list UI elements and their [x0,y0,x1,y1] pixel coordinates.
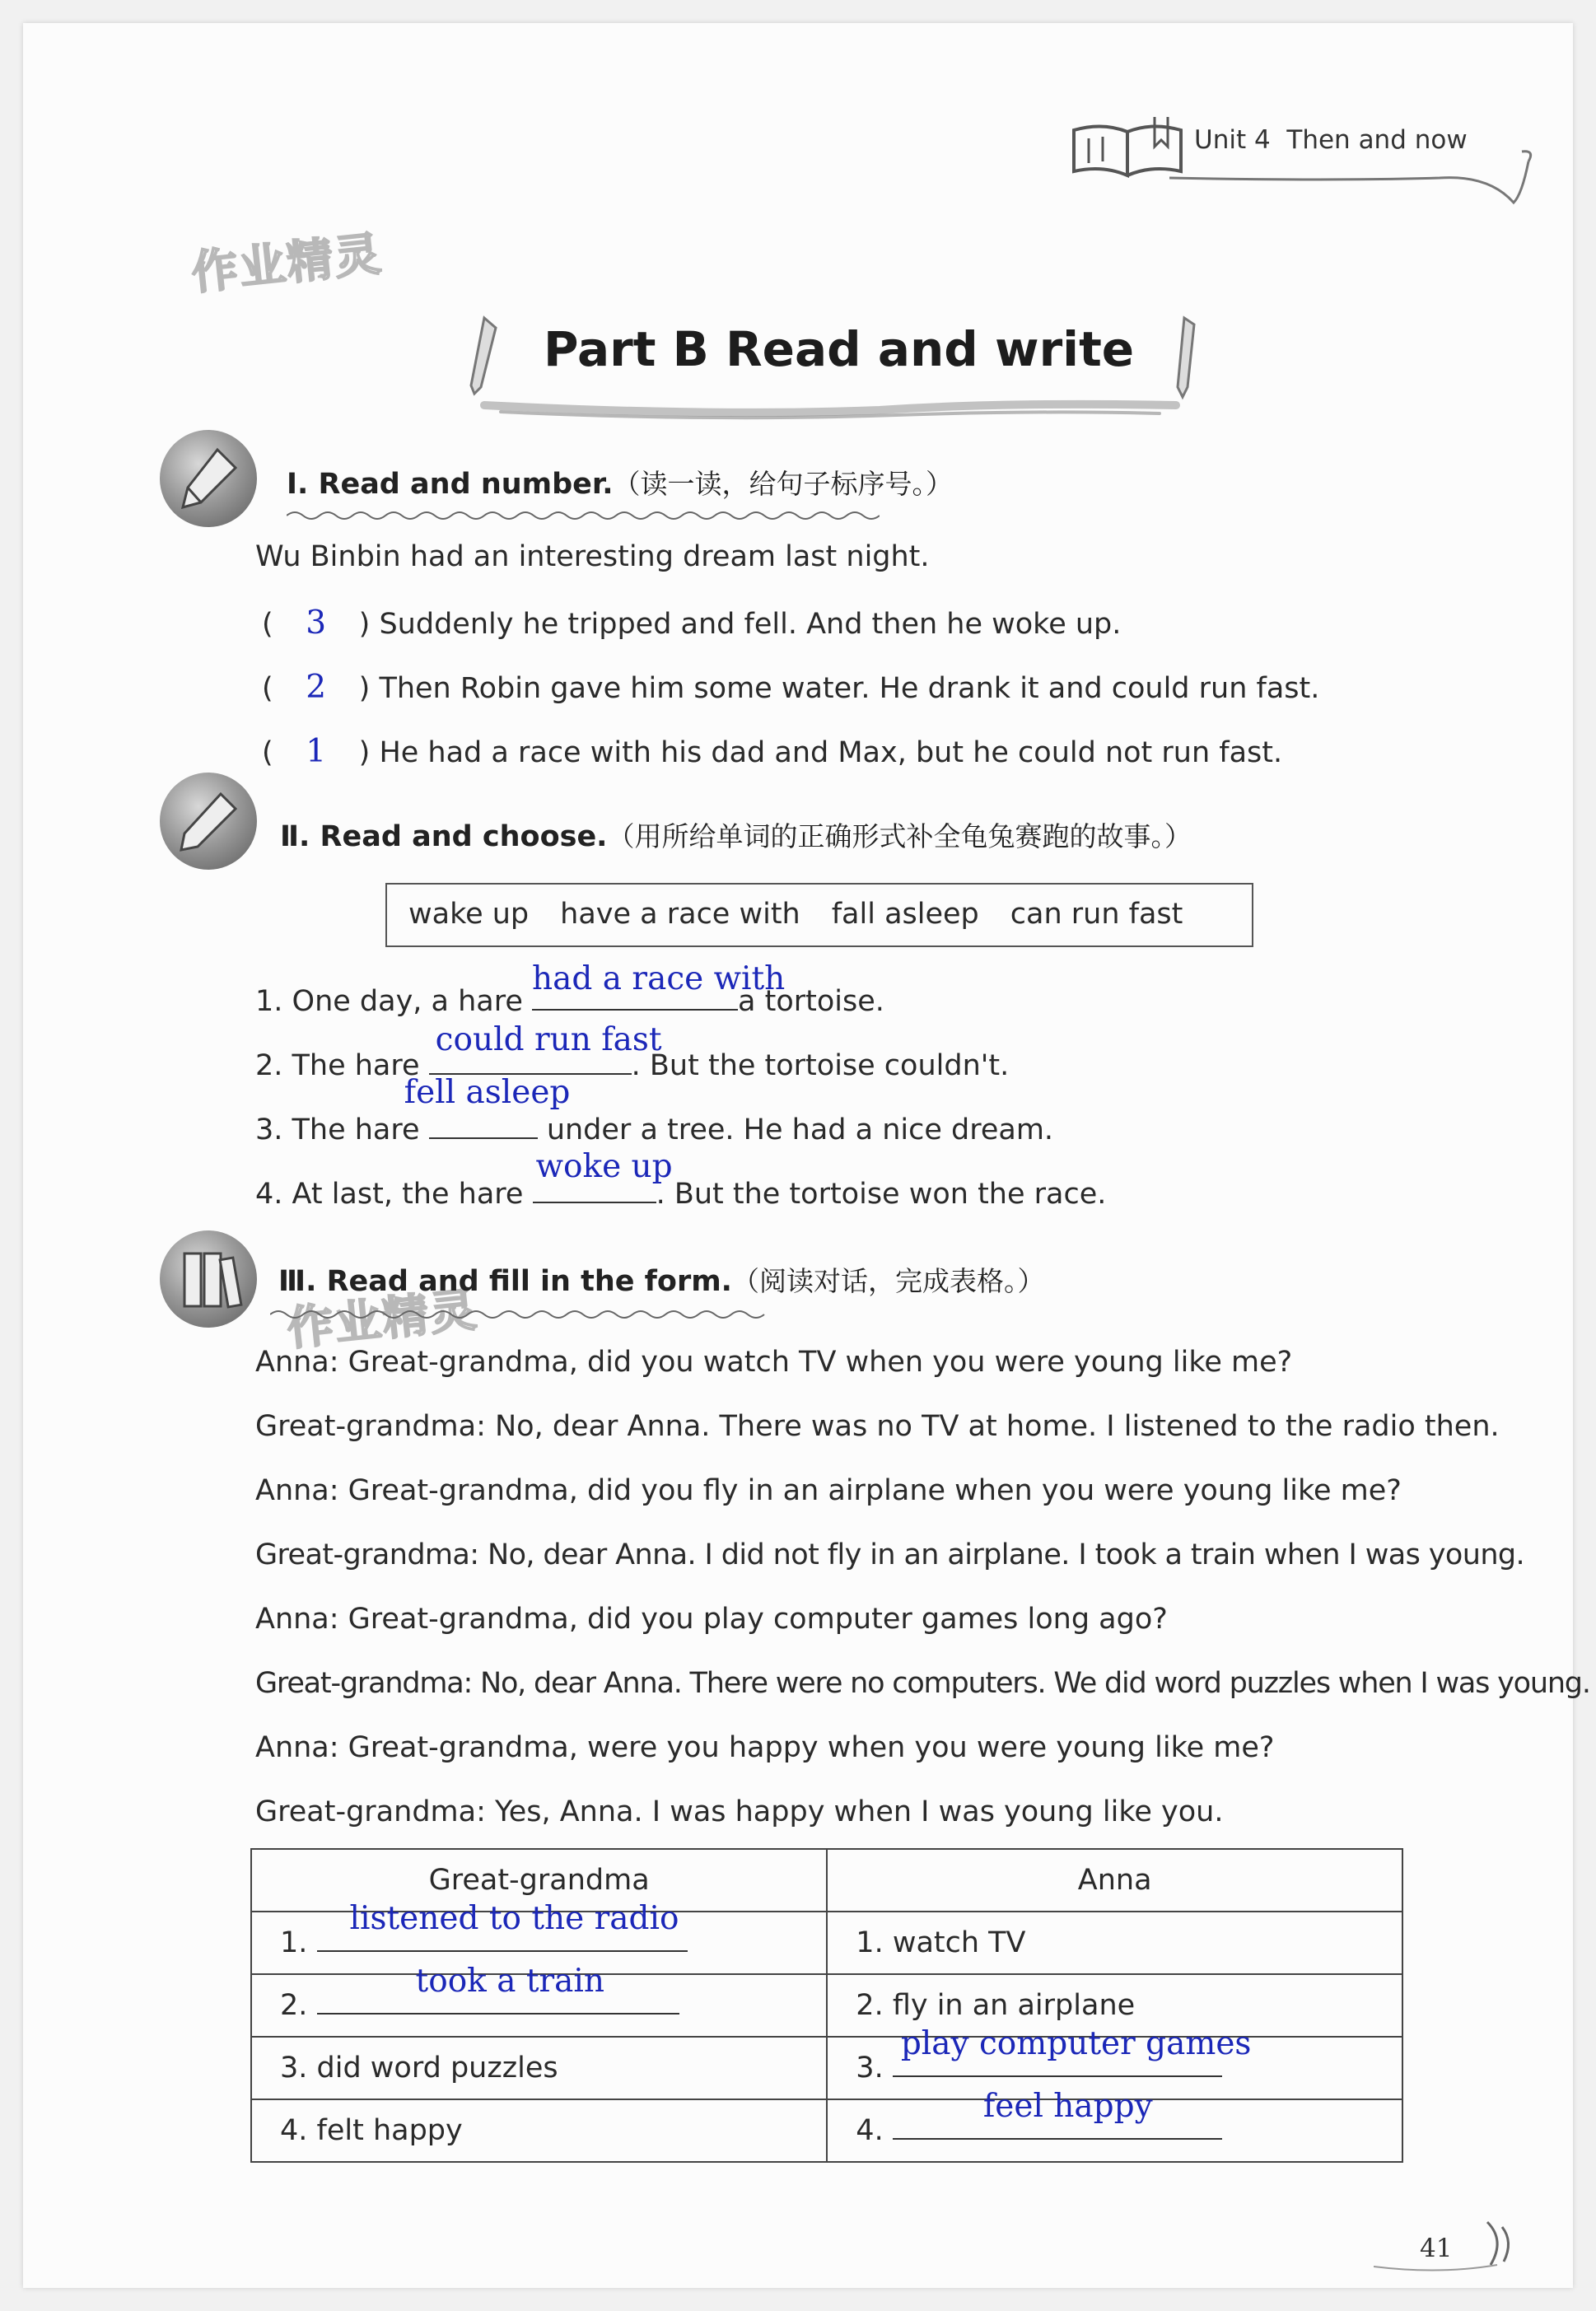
section1-wavy-underline [287,509,880,522]
fill-answer: feel happy [982,2088,1153,2125]
section1-item: ( 1 ) He had a race with his dad and Max, but he could not run fast. [262,733,1283,770]
section1-item: ( 3 ) Suddenly he tripped and fell. And then he woke up. [262,605,1122,642]
word-bank-box [385,883,1253,947]
comparison-table [250,1848,1403,2163]
table-cell [827,2088,1402,2162]
section3-title: Ⅲ. Read and fill in the form. [278,1265,732,1298]
books-icon [160,1230,257,1328]
sentence-3 [255,1074,1054,1146]
dialogue-line: Anna: Great-grandma, were you happy when you were young like me? [255,1731,1275,1764]
word-option: can run fast [1010,898,1183,931]
answer-blank [893,2088,1222,2147]
section1-heading [287,463,953,502]
table-cell: 2. fly in an airplane [827,1974,1402,2037]
table-cell: 1. watch TV [827,1912,1402,1974]
section1-instruction: （读一读，给句子标序号。） [613,468,953,500]
row-number: 4. [856,2114,884,2147]
word-option: have a race with [560,898,800,931]
dialogue-line: Great-grandma: No, dear Anna. There were no computers. We did word puzzles when I was young. [255,1667,1590,1700]
fill-answer: fell asleep [404,1074,571,1111]
section1-icon-circle [160,430,257,527]
section1-intro: Wu Binbin had an interesting dream last night. [255,540,930,573]
section3-heading [278,1260,1044,1299]
sentence-text: 4. At last, the hare [255,1178,524,1211]
dialogue-line: Anna: Great-grandma, did you watch TV when you were young like me? [255,1346,1293,1379]
word-option: fall asleep [831,898,979,931]
fill-answer: woke up [535,1148,673,1185]
answer-blank [533,1148,673,1211]
sentence-text: 1. One day, a hare [255,985,523,1018]
order-answer: 2 [306,669,327,706]
fill-answer: could run fast [435,1021,662,1058]
section2-instruction: （用所给单词的正确形式补全龟兔赛跑的故事。） [607,820,1192,852]
sentence-text: 2. The hare [255,1049,420,1082]
page-title: Part B Read and write [544,321,1135,377]
section3-icon-circle [160,1230,257,1328]
answer-blank [317,1963,679,2022]
unit-title: Then and now [1286,125,1468,155]
page-number-underline [1374,2262,1505,2278]
row-number: 1. [280,1926,308,1959]
table-row [251,2037,1402,2099]
item-text: He had a race with his dad and Max, but he could not run fast. [379,736,1283,769]
section1-item: ( 2 ) Then Robin gave him some water. He drank it and could run fast. [262,669,1320,706]
section2-title: Ⅱ. Read and choose. [280,820,608,853]
row-number: 3. [856,2052,884,2085]
word-option: wake up [408,898,530,931]
title-brush-underline [468,385,1209,435]
header-swoosh [1168,145,1538,211]
table-header: Anna [827,1849,1402,1912]
table-cell: 3. did word puzzles [251,2037,827,2099]
answer-blank [317,1900,688,1959]
sentence-text: . But the tortoise couldn't. [631,1049,1010,1082]
sentence-text: under a tree. He had a nice dream. [546,1113,1054,1146]
sentence-text: a tortoise. [738,985,884,1018]
page-number: 41 [1420,2234,1453,2263]
section2-icon-circle [160,773,257,870]
item-text: Then Robin gave him some water. He drank it and could run fast. [379,672,1320,705]
section2-heading [280,815,1192,854]
fill-answer: listened to the radio [349,1900,679,1937]
row-number: 2. [280,1989,308,2022]
dialogue-line: Great-grandma: No, dear Anna. I did not fly in an airplane. I took a train when I was young. [255,1538,1525,1571]
fill-answer: had a race with [532,960,786,997]
item-text: Suddenly he tripped and fell. And then he woke up. [379,608,1122,641]
dialogue-line: Great-grandma: Yes, Anna. I was happy when I was young like you. [255,1795,1224,1828]
pencil-icon [160,773,257,870]
dialogue-line: Anna: Great-grandma, did you fly in an airplane when you were young like me? [255,1474,1402,1507]
table-cell [251,1963,827,2037]
sentence-text: . But the tortoise won the race. [656,1178,1107,1211]
sentence-1 [255,960,884,1018]
table-header: Great-grandma [251,1849,827,1912]
dialogue-line: Anna: Great-grandma, did you play computer games long ago? [255,1603,1168,1636]
answer-blank [404,1074,571,1146]
section1-title: Ⅰ. Read and number. [287,468,614,501]
order-answer: 3 [306,605,327,642]
order-answer: 1 [306,733,327,770]
sentence-4 [255,1148,1107,1211]
fill-answer: play computer games [900,2025,1252,2062]
unit-label: Unit 4 [1194,125,1271,155]
watermark-middle: 作业精灵 [284,1283,481,1356]
watermark-top: 作业精灵 [189,227,385,301]
dialogue-line: Great-grandma: No, dear Anna. There was no TV at home. I listened to the radio then. [255,1410,1500,1443]
section3-wavy-underline [270,1308,781,1321]
table-row [251,2099,1402,2162]
pencil-icon [160,430,257,527]
sentence-2 [255,1021,1010,1082]
sentence-text: 3. The hare [255,1113,420,1146]
answer-blank [532,960,786,1018]
table-cell: 4. felt happy [251,2099,827,2162]
section3-instruction: （阅读对话，完成表格。） [731,1265,1045,1297]
answer-blank [893,2025,1252,2085]
worksheet-page [23,23,1590,2288]
word-bank [408,898,1183,931]
fill-answer: took a train [415,1963,605,2000]
